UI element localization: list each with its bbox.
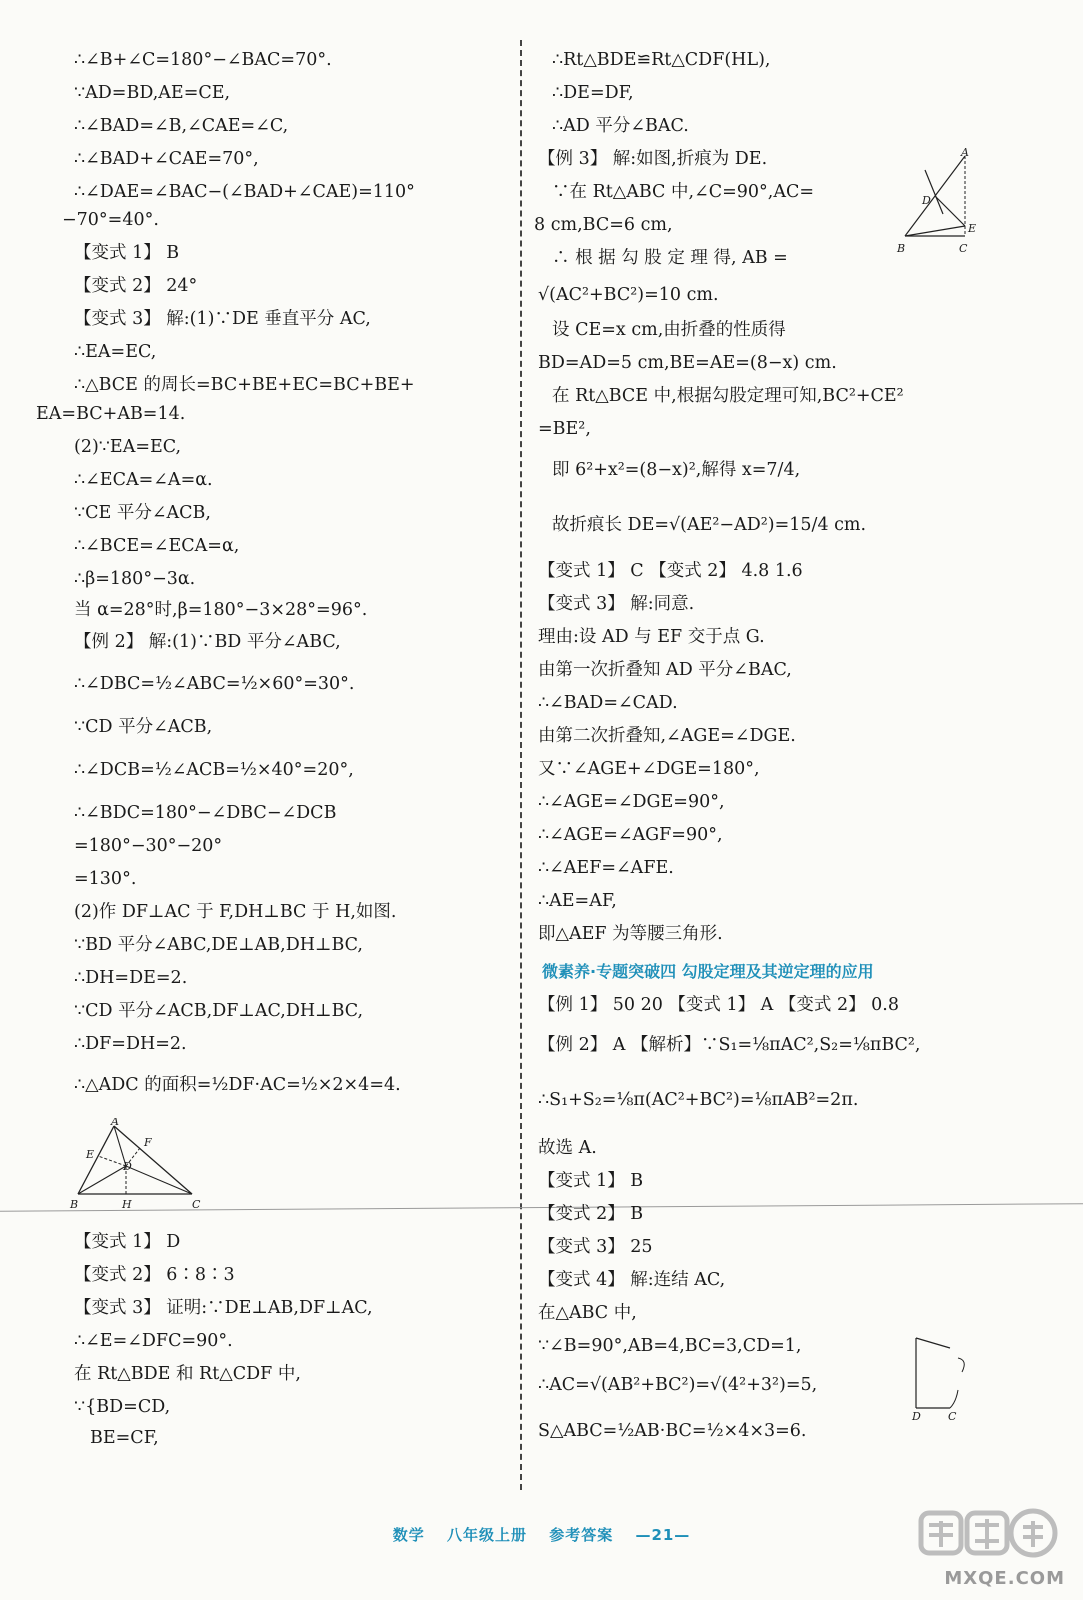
- text-line: ∴S₁+S₂=⅛π(AC²+BC²)=⅛πAB²=2π.: [538, 1090, 859, 1110]
- text-line: ∵CD 平分∠ACB,DF⊥AC,DH⊥BC,: [74, 1001, 364, 1021]
- figure-label: B: [70, 1198, 79, 1211]
- text-line: ∴∠AGE=∠AGF=90°,: [538, 825, 723, 845]
- footer-label: 参考答案: [549, 1526, 614, 1544]
- text-line: ∴∠BCE=∠ECA=α,: [74, 536, 240, 556]
- text-line: ∴∠BAD=∠CAD.: [538, 693, 678, 713]
- text-line: 故选 A.: [538, 1138, 597, 1158]
- answer-variant-1: 【变式 1】 B: [538, 1171, 644, 1191]
- column-divider: [520, 40, 522, 1490]
- text-line: √(AC²+BC²)=10 cm.: [538, 285, 719, 305]
- figure-line: [925, 170, 943, 214]
- text-line: 在△ABC 中,: [538, 1303, 637, 1323]
- footer-grade: 八年级上册: [446, 1526, 527, 1544]
- text-line: ∴∠DBC=½∠ABC=½×60°=30°.: [74, 674, 355, 694]
- figure-line: [98, 1156, 126, 1166]
- text-line: 理由:设 AD 与 EF 交于点 G.: [538, 627, 765, 647]
- text-line: ∴∠BAD+∠CAE=70°,: [74, 149, 259, 169]
- section-title: 微素养·专题突破四 勾股定理及其逆定理的应用: [542, 962, 874, 981]
- text-line: ∵CE 平分∠ACB,: [74, 503, 211, 523]
- text-line: ∴∠B+∠C=180°−∠BAC=70°.: [74, 50, 332, 70]
- text-line: ∴∠BAD=∠B,∠CAE=∠C,: [74, 116, 289, 136]
- fold-triangle-figure: [895, 148, 985, 263]
- text-line: ∴∠DAE=∠BAC−(∠BAD+∠CAE)=110°: [74, 182, 415, 202]
- text-line: ∴Rt△BDE≌Rt△CDF(HL),: [552, 50, 771, 70]
- answer-variant-3: 【变式 3】 解:同意.: [538, 594, 695, 614]
- watermark-text: MXQE.COM: [944, 1568, 1065, 1589]
- figure-label: C: [192, 1198, 201, 1211]
- text-line: ∵在 Rt△ABC 中,∠C=90°,AC=: [552, 182, 815, 202]
- text-line: ∴AE=AF,: [538, 891, 617, 911]
- figure-label: E: [86, 1148, 95, 1161]
- text-line: ∴∠DCB=½∠ACB=½×40°=20°,: [74, 760, 354, 780]
- figure-label: D: [922, 194, 931, 207]
- answer-variant-3: 【变式 3】 25: [538, 1237, 653, 1257]
- text-line: 由第二次折叠知,∠AGE=∠DGE.: [538, 726, 796, 746]
- figure-label: B: [897, 242, 906, 255]
- text-line: BD=AD=5 cm,BE=AE=(8−x) cm.: [538, 353, 837, 373]
- text-line: ∴β=180°−3α.: [74, 569, 196, 589]
- answer-variant-3: 【变式 3】 证明:∵DE⊥AB,DF⊥AC,: [74, 1298, 373, 1318]
- figure-label: E: [968, 222, 977, 235]
- text-line: ∵{BD=CD,: [74, 1397, 171, 1417]
- page-number: —21—: [635, 1526, 691, 1544]
- text-line: ∴∠E=∠DFC=90°.: [74, 1331, 233, 1351]
- text-line: 设 CE=x cm,由折叠的性质得: [552, 320, 786, 340]
- text-line: ∴∠AEF=∠AFE.: [538, 858, 674, 878]
- text-line: =BE²,: [538, 419, 591, 439]
- text-line: 即 6²+x²=(8−x)²,解得 x=7/4,: [552, 460, 801, 480]
- text-line: (2)作 DF⊥AC 于 F,DH⊥BC 于 H,如图.: [74, 902, 397, 922]
- figure-label: D: [912, 1410, 921, 1420]
- answer-variant-1: 【变式 1】 B: [74, 243, 180, 263]
- figure-label: D: [123, 1160, 132, 1173]
- text-line: 又∵∠AGE+∠DGE=180°,: [538, 759, 760, 779]
- text-line: =180°−30°−20°: [74, 836, 223, 856]
- answer-variant-4: 【变式 4】 解:连结 AC,: [538, 1270, 726, 1290]
- answer-variants: 【变式 1】 C 【变式 2】 4.8 1.6: [538, 561, 803, 581]
- example-2: 【例 2】 解:(1)∵BD 平分∠ABC,: [74, 632, 341, 652]
- answer-variant-2: 【变式 2】 24°: [74, 276, 198, 296]
- triangle-figure-abc: [68, 1118, 218, 1214]
- figure-line: [935, 196, 965, 226]
- answer-variant-2: 【变式 2】 6∶8∶3: [74, 1265, 235, 1285]
- figure-line: [126, 1166, 192, 1194]
- answer-variant-2: 【变式 2】 B: [538, 1204, 644, 1224]
- example-2: 【例 2】 A 【解析】∵S₁=⅛πAC²,S₂=⅛πBC²,: [538, 1035, 921, 1055]
- text-line: (2)∵EA=EC,: [74, 437, 182, 457]
- figure-label: C: [948, 1410, 957, 1420]
- text-line: ∴∠AGE=∠DGE=90°,: [538, 792, 725, 812]
- figure-label: H: [122, 1198, 132, 1211]
- quadrilateral-figure: [910, 1330, 985, 1420]
- text-line: ∴AC=√(AB²+BC²)=√(4²+3²)=5,: [538, 1375, 818, 1395]
- figure-label: F: [144, 1136, 152, 1149]
- text-line: 当 α=28°时,β=180°−3×28°=96°.: [74, 600, 368, 620]
- text-line: ∵CD 平分∠ACB,: [74, 717, 213, 737]
- figure-line: [958, 1358, 964, 1372]
- text-line: ∴∠ECA=∠A=α.: [74, 470, 213, 490]
- answer-variant-1: 【变式 1】 D: [74, 1232, 181, 1252]
- text-line: 8 cm,BC=6 cm,: [534, 215, 673, 235]
- text-line: 由第一次折叠知 AD 平分∠BAC,: [538, 660, 792, 680]
- text-line: EA=BC+AB=14.: [36, 404, 186, 424]
- text-line: ∴△ADC 的面积=½DF·AC=½×2×4=4.: [74, 1075, 401, 1095]
- text-line: ∴DE=DF,: [552, 83, 634, 103]
- example-3: 【例 3】 解:如图,折痕为 DE.: [538, 149, 768, 169]
- text-line: 在 Rt△BDE 和 Rt△CDF 中,: [74, 1364, 301, 1384]
- text-line: ∴DF=DH=2.: [74, 1034, 187, 1054]
- figure-line: [950, 1390, 958, 1408]
- text-line: 在 Rt△BCE 中,根据勾股定理可知,BC²+CE²: [552, 386, 904, 406]
- text-line: 故折痕长 DE=√(AE²−AD²)=15/4 cm.: [552, 515, 867, 535]
- text-line: ∵BD 平分∠ABC,DE⊥AB,DH⊥BC,: [74, 935, 363, 955]
- figure-line: [905, 226, 965, 236]
- text-line: ∴AD 平分∠BAC.: [552, 116, 689, 136]
- figure-line: [916, 1338, 950, 1348]
- figure-label: A: [961, 148, 969, 159]
- figure-label: C: [959, 242, 968, 255]
- text-line: 即△AEF 为等腰三角形.: [538, 924, 723, 944]
- text-line: ∴ 根 据 勾 股 定 理 得, AB =: [552, 248, 788, 268]
- text-line: S△ABC=½AB·BC=½×4×3=6.: [538, 1421, 807, 1441]
- text-line: ∴∠BDC=180°−∠DBC−∠DCB: [74, 803, 337, 823]
- answer-variant-3: 【变式 3】 解:(1)∵DE 垂直平分 AC,: [74, 309, 371, 329]
- text-line: ∴DH=DE=2.: [74, 968, 188, 988]
- text-line: =130°.: [74, 869, 137, 889]
- example-1: 【例 1】 50 20 【变式 1】 A 【变式 2】 0.8: [538, 995, 899, 1015]
- text-line: BE=CF,: [90, 1428, 159, 1448]
- text-line: −70°=40°.: [62, 210, 159, 230]
- text-line: ∵∠B=90°,AB=4,BC=3,CD=1,: [538, 1336, 802, 1356]
- figure-label: A: [111, 1118, 119, 1128]
- footer-subject: 数学: [392, 1526, 425, 1544]
- text-line: ∵AD=BD,AE=CE,: [74, 83, 231, 103]
- text-line: ∴△BCE 的周长=BC+BE+EC=BC+BE+: [74, 375, 415, 395]
- text-line: ∴EA=EC,: [74, 342, 157, 362]
